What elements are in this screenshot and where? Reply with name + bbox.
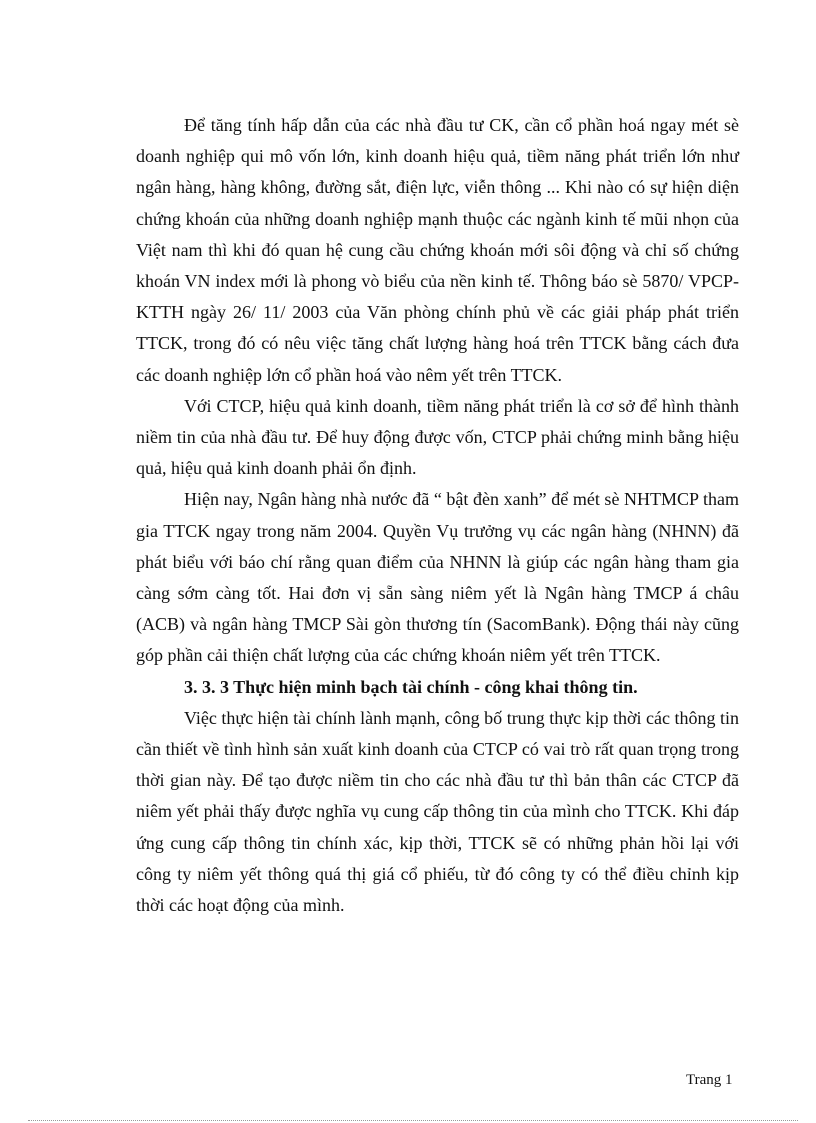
document-body xyxy=(136,110,739,921)
section-paragraph: Việc thực hiện tài chính lành mạnh, công bố trung thực kịp thời các thông tin cần thiết về tình hình sản xuất kinh doanh của CTCP có vai trò rất quan trọng trong thời gian này. Để tạo được niềm tin cho các nhà đầu tư thì bản thân các CTCP đã niêm yết phải thấy được nghĩa vụ cung cấp thông tin của mình cho TTCK. Khi đáp ứng cung cấp thông tin chính xác, kịp thời, TTCK sẽ có những phản hồi lại với công ty niêm yết thông quá thị giá cổ phiếu, từ đó công ty có thể điều chỉnh kịp thời các hoạt động của mình. xyxy=(136,707,739,916)
footer-divider xyxy=(28,1120,798,1121)
paragraph-3: Hiện nay, Ngân hàng nhà nước đã “ bật đèn xanh” để mét sè NHTMCP tham gia TTCK ngay trong năm 2004. Quyền Vụ trưởng vụ các ngân hàng (NHNN) đã phát biểu với báo chí rằng quan điểm của NHNN là giúp các ngân hàng tham gia càng sớm càng tốt. Hai đơn vị sẵn sàng niêm yết là Ngân hàng TMCP á châu (ACB) và ngân hàng TMCP Sài gòn thương tín (SacomBank). Động thái này cũng góp phần cải thiện chất lượng của các chứng khoán niêm yết trên TTCK. xyxy=(136,489,739,666)
page-label: Trang xyxy=(686,1072,722,1088)
section-heading: 3. 3. 3 Thực hiện minh bạch tài chính - công khai thông tin. xyxy=(184,676,638,697)
page-footer xyxy=(686,1072,733,1089)
paragraph-2: Với CTCP, hiệu quả kinh doanh, tiềm năng phát triển là cơ sở để hình thành niềm tin của nhà đầu tư. Để huy động được vốn, CTCP phải chứng minh bằng hiệu quả, hiệu quả kinh doanh phải ổn định. xyxy=(136,395,739,479)
page-number: 1 xyxy=(725,1072,733,1088)
paragraph-1: Để tăng tính hấp dẫn của các nhà đầu tư CK, cần cổ phần hoá ngay mét sè doanh nghiệp qui mô vốn lớn, kinh doanh hiệu quả, tiềm năng phát triển lớn như ngân hàng, hàng không, đường sắt, điện lực, viễn thông ... Khi nào có sự hiện diện chứng khoán của những doanh nghiệp mạnh thuộc các ngành kinh tế mũi nhọn của Việt nam thì khi đó quan hệ cung cầu chứng khoán mới sôi động và chỉ số chứng khoán VN index mới là phong vò biểu của nền kinh tế. Thông báo sè 5870/ VPCP-KTTH ngày 26/ 11/ 2003 của Văn phòng chính phủ về các giải pháp phát triển TTCK, trong đó có nêu việc tăng chất lượng hàng hoá trên TTCK bằng cách đưa các doanh nghiệp lớn cổ phần hoá vào nêm yết trên TTCK. xyxy=(136,115,739,385)
